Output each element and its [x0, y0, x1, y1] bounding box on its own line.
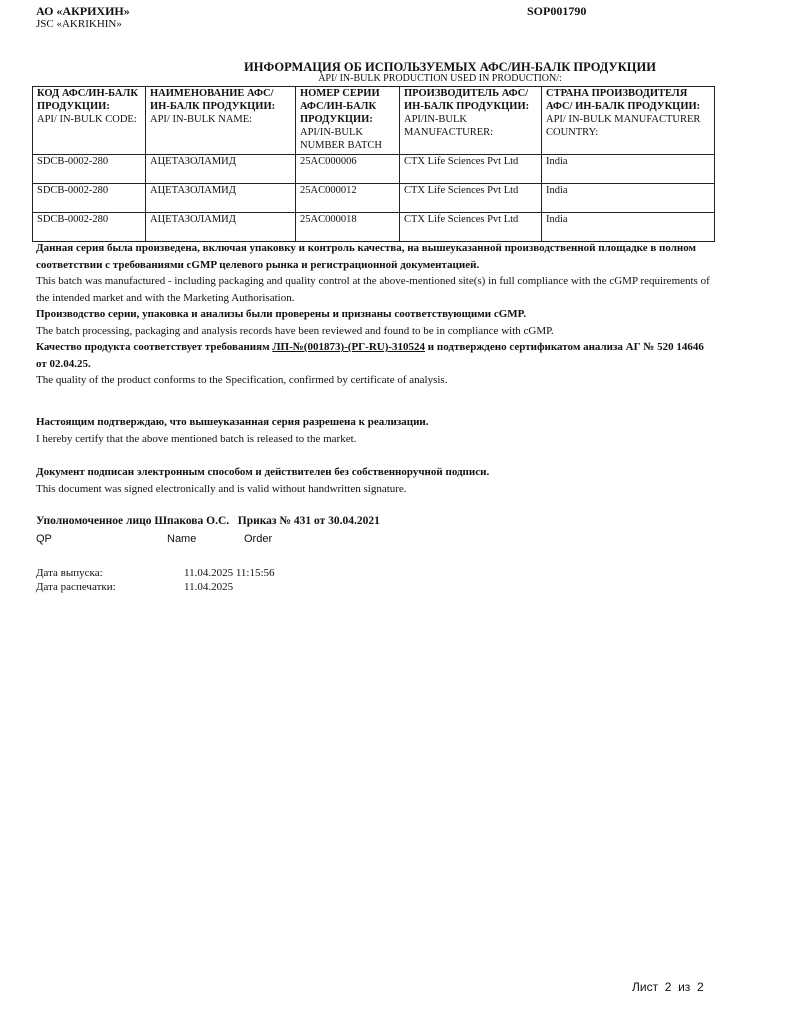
cell-code: SDCB-0002-280	[33, 155, 146, 184]
label-qp: QP	[36, 533, 52, 545]
release-statement	[36, 414, 716, 447]
quality-statement-en: The quality of the product conforms to the Specification, confirmed by certificate of analysis.	[36, 374, 448, 386]
cell-country: India	[542, 184, 715, 213]
release-statement-ru: Настоящим подтверждаю, что вышеуказанная серия разрешена к реализации.	[36, 416, 429, 428]
compliance-statements	[36, 240, 716, 389]
cell-batch: 25AC000012	[296, 184, 400, 213]
print-date-value: 11.04.2025	[184, 581, 234, 593]
print-date-label: Дата распечатки:	[36, 581, 116, 593]
document-code: SOP001790	[527, 4, 587, 18]
esign-statement	[36, 464, 716, 497]
release-statement-en: I hereby certify that the above mentioned batch is released to the market.	[36, 432, 357, 445]
records-statement-en: The batch processing, packaging and analysis records have been reviewed and found to be in compliance with cGMP.	[36, 324, 554, 337]
label-name: Name	[167, 533, 197, 545]
cell-code: SDCB-0002-280	[33, 184, 146, 213]
document-subtitle: API/ IN-BULK PRODUCTION USED IN PRODUCTION/:	[318, 73, 562, 84]
release-date-label: Дата выпуска:	[36, 567, 103, 579]
batch-statement-ru: Данная серия была произведена, включая упаковку и контроль качества, на вышеуказанной производственной площадке в полном соответствии с требованиями cGMP целевого рынка и регистрационной документацией.	[36, 242, 696, 271]
regulatory-reference: ЛП-№(001873)-(РГ-RU)-310524	[272, 341, 426, 353]
quality-statement-ru: Качество продукта соответствует требованиям ЛП-№(001873)-(РГ-RU)-310524 и подтверждено сертификатом анализа АГ № 520 14646 от 02.04.25.	[36, 341, 704, 370]
cell-name: АЦЕТАЗОЛАМИД	[146, 213, 296, 242]
cell-name: АЦЕТАЗОЛАМИД	[146, 184, 296, 213]
esign-statement-en: This document was signed electronically and is valid without handwritten signature.	[36, 482, 407, 495]
cell-code: SDCB-0002-280	[33, 213, 146, 242]
esign-statement-ru: Документ подписан электронным способом и действителен без собственноручной подписи.	[36, 466, 490, 478]
col-header-code: КОД АФС/ИН-БАЛК ПРОДУКЦИИ: API/ IN-BULK CODE:	[33, 87, 146, 155]
qualified-person-line: Уполномоченное лицо Шпакова О.С. Приказ № 431 от 30.04.2021	[36, 515, 380, 527]
cell-country: India	[542, 155, 715, 184]
cell-batch: 25AC000006	[296, 155, 400, 184]
cell-name: АЦЕТАЗОЛАМИД	[146, 155, 296, 184]
page-number: Лист 2 из 2	[632, 980, 704, 994]
cell-batch: 25AC000018	[296, 213, 400, 242]
cell-manufacturer: CTX Life Sciences Pvt Ltd	[400, 155, 542, 184]
cell-country: India	[542, 213, 715, 242]
release-date-value: 11.04.2025 11:15:56	[184, 567, 275, 579]
label-order: Order	[244, 533, 273, 545]
col-header-country: СТРАНА ПРОИЗВОДИТЕЛЯ АФС/ ИН-БАЛК ПРОДУКЦИИ: API/ IN-BULK MANUFACTURER COUNTRY:	[542, 87, 715, 155]
table-header-row	[33, 87, 715, 155]
table-row	[33, 155, 715, 184]
col-header-batch: НОМЕР СЕРИИ АФС/ИН-БАЛК ПРОДУКЦИИ: API/IN-BULK NUMBER BATCH	[296, 87, 400, 155]
table-row	[33, 184, 715, 213]
company-name-ru: АО «АКРИХИН»	[36, 4, 130, 18]
batch-statement-en: This batch was manufactured - including packaging and quality control at the above-mentioned site(s) in full compliance with the cGMP requirements of the intended market and with the Marketing Authorisation.	[36, 275, 710, 304]
cell-manufacturer: CTX Life Sciences Pvt Ltd	[400, 213, 542, 242]
table-row	[33, 213, 715, 242]
records-statement-ru: Производство серии, упаковка и анализы были проверены и признаны соответствующими cGMP.	[36, 308, 527, 320]
api-table	[32, 86, 715, 242]
company-name-en: JSC «AKRIKHIN»	[36, 18, 122, 30]
col-header-manufacturer: ПРОИЗВОДИТЕЛЬ АФС/ ИН-БАЛК ПРОДУКЦИИ: API/IN-BULK MANUFACTURER:	[400, 87, 542, 155]
document-title: ИНФОРМАЦИЯ ОБ ИСПОЛЬЗУЕМЫХ АФС/ИН-БАЛК ПРОДУКЦИИ	[244, 60, 656, 74]
cell-manufacturer: CTX Life Sciences Pvt Ltd	[400, 184, 542, 213]
col-header-name: НАИМЕНОВАНИЕ АФС/ИН-БАЛК ПРОДУКЦИИ: API/ IN-BULK NAME:	[146, 87, 296, 155]
